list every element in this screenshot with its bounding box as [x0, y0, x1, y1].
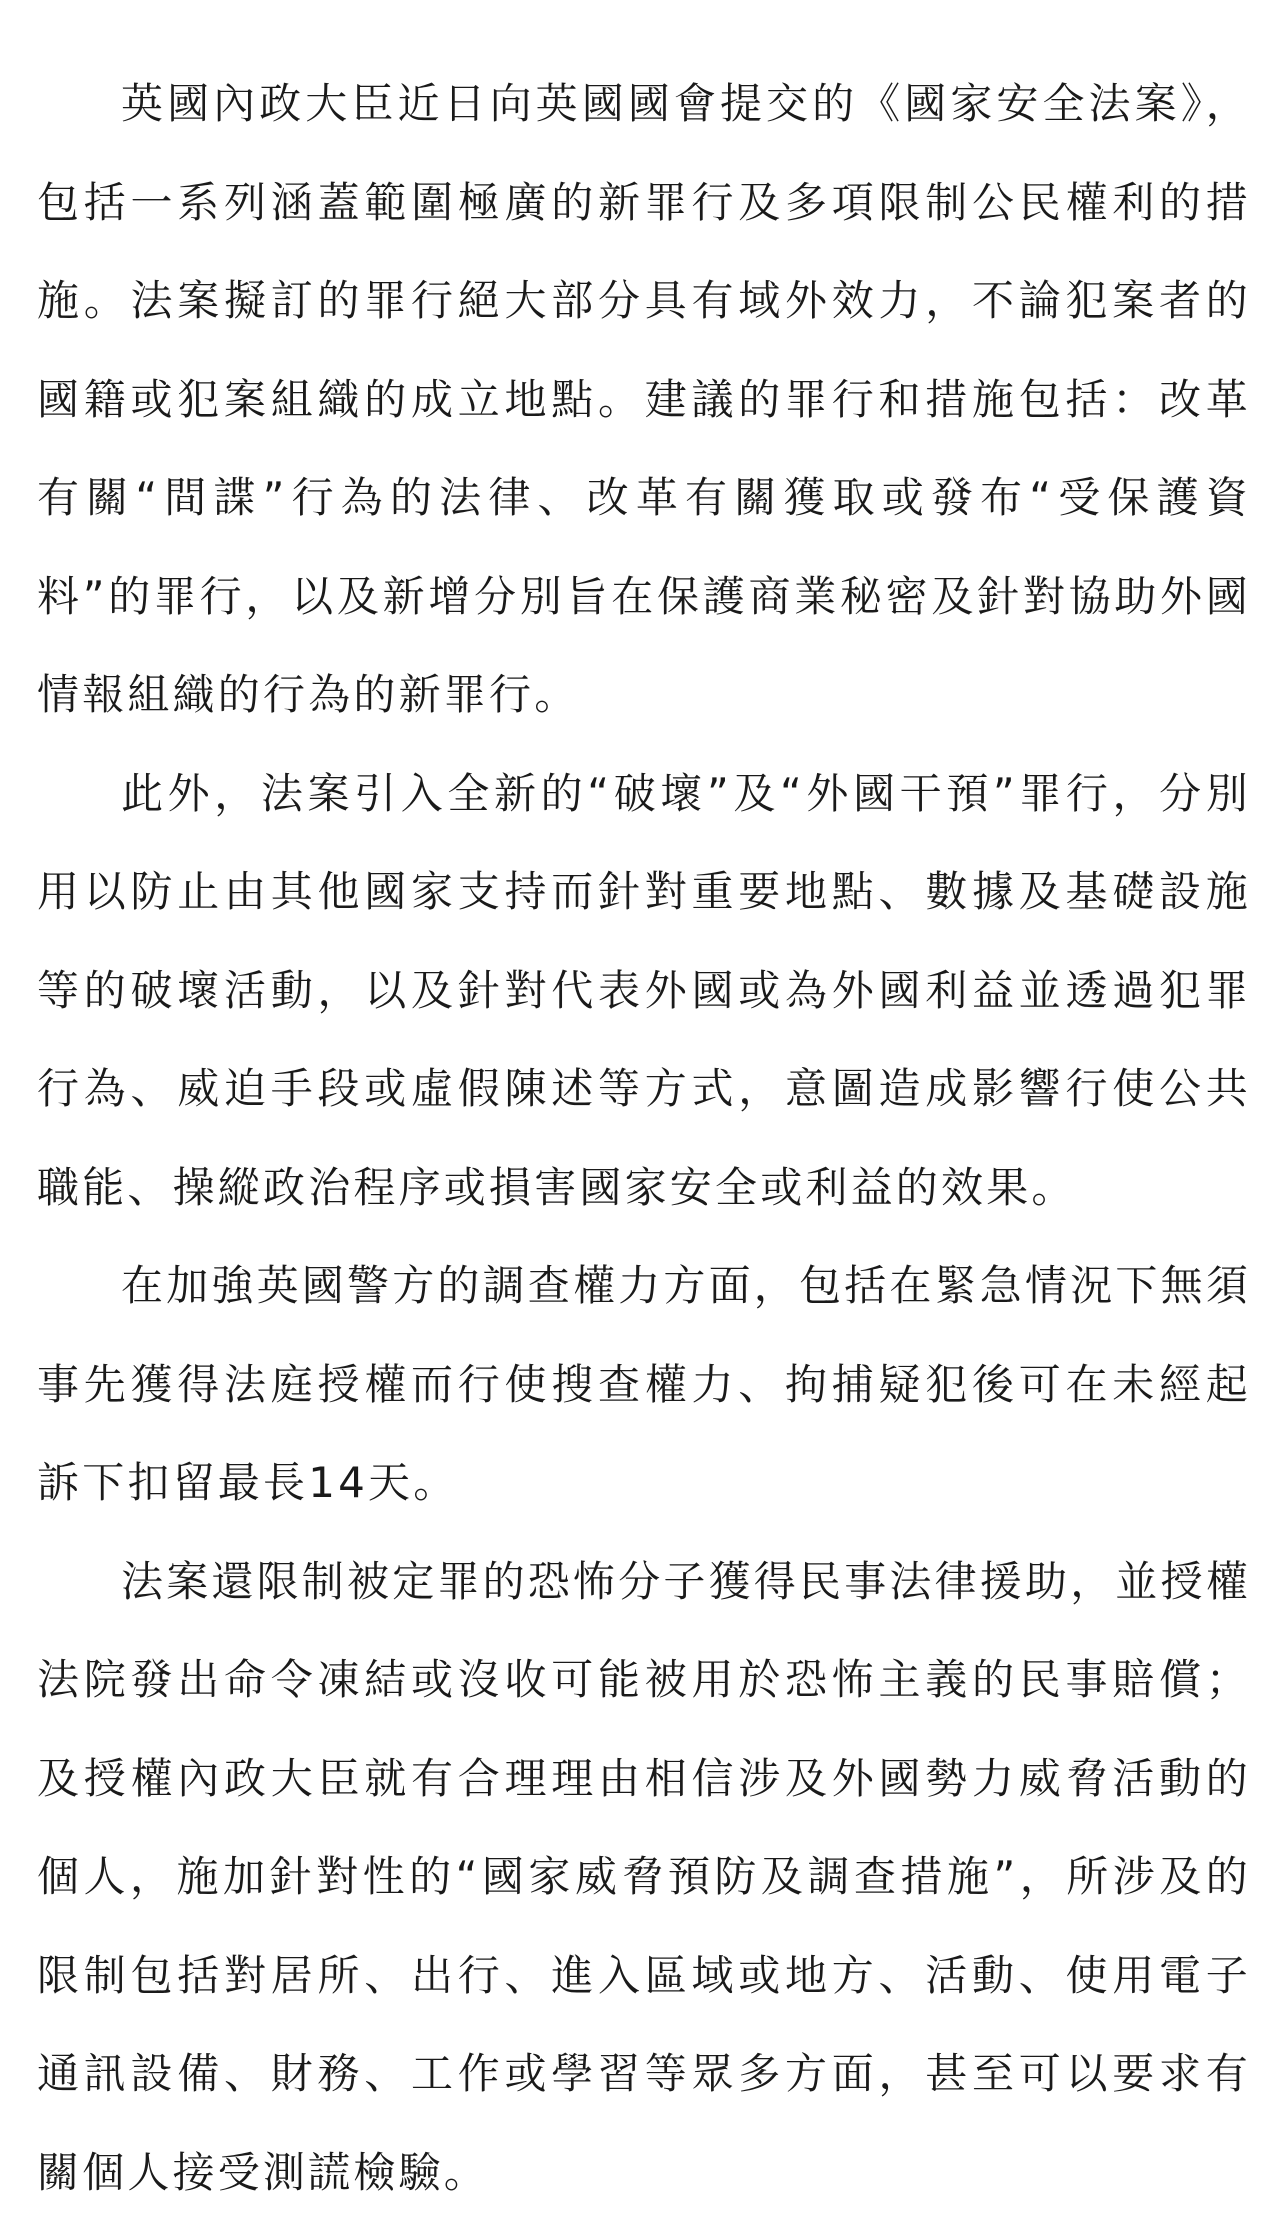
paragraph-sabotage-foreign-interference: 此外，法案引入全新的“破壞”及“外國干預”罪行，分別用以防止由其他國家支持而針對重要地點、數據及基礎設施等的破壞活動，以及針對代表外國或為外國利益並透過犯罪行為、威迫手段或虛假陳述等方式，意圖造成影響行使公共職能、操縱政治程序或損害國家安全或利益的效果。	[37, 745, 1251, 1238]
article-body	[37, 55, 1251, 2222]
paragraph-restrictions-measures: 法案還限制被定罪的恐怖分子獲得民事法律援助，並授權法院發出命令凍結或沒收可能被用於恐怖主義的民事賠償；及授權內政大臣就有合理理由相信涉及外國勢力威脅活動的個人，施加針對性的“國家威脅預防及調查措施”，所涉及的限制包括對居所、出行、進入區域或地方、活動、使用電子通訊設備、財務、工作或學習等眾多方面，甚至可以要求有關個人接受測謊檢驗。	[37, 1533, 1251, 2222]
paragraph-national-security-bill: 英國內政大臣近日向英國國會提交的《國家安全法案》，包括一系列涵蓋範圍極廣的新罪行及多項限制公民權利的措施。法案擬訂的罪行絕大部分具有域外效力，不論犯案者的國籍或犯案組織的成立地點。建議的罪行和措施包括：改革有關“間諜”行為的法律、改革有關獲取或發布“受保護資料”的罪行，以及新增分別旨在保護商業秘密及針對協助外國情報組織的行為的新罪行。	[37, 55, 1251, 745]
paragraph-police-powers: 在加強英國警方的調查權力方面，包括在緊急情況下無須事先獲得法庭授權而行使搜查權力、拘捕疑犯後可在未經起訴下扣留最長14天。	[37, 1237, 1251, 1533]
